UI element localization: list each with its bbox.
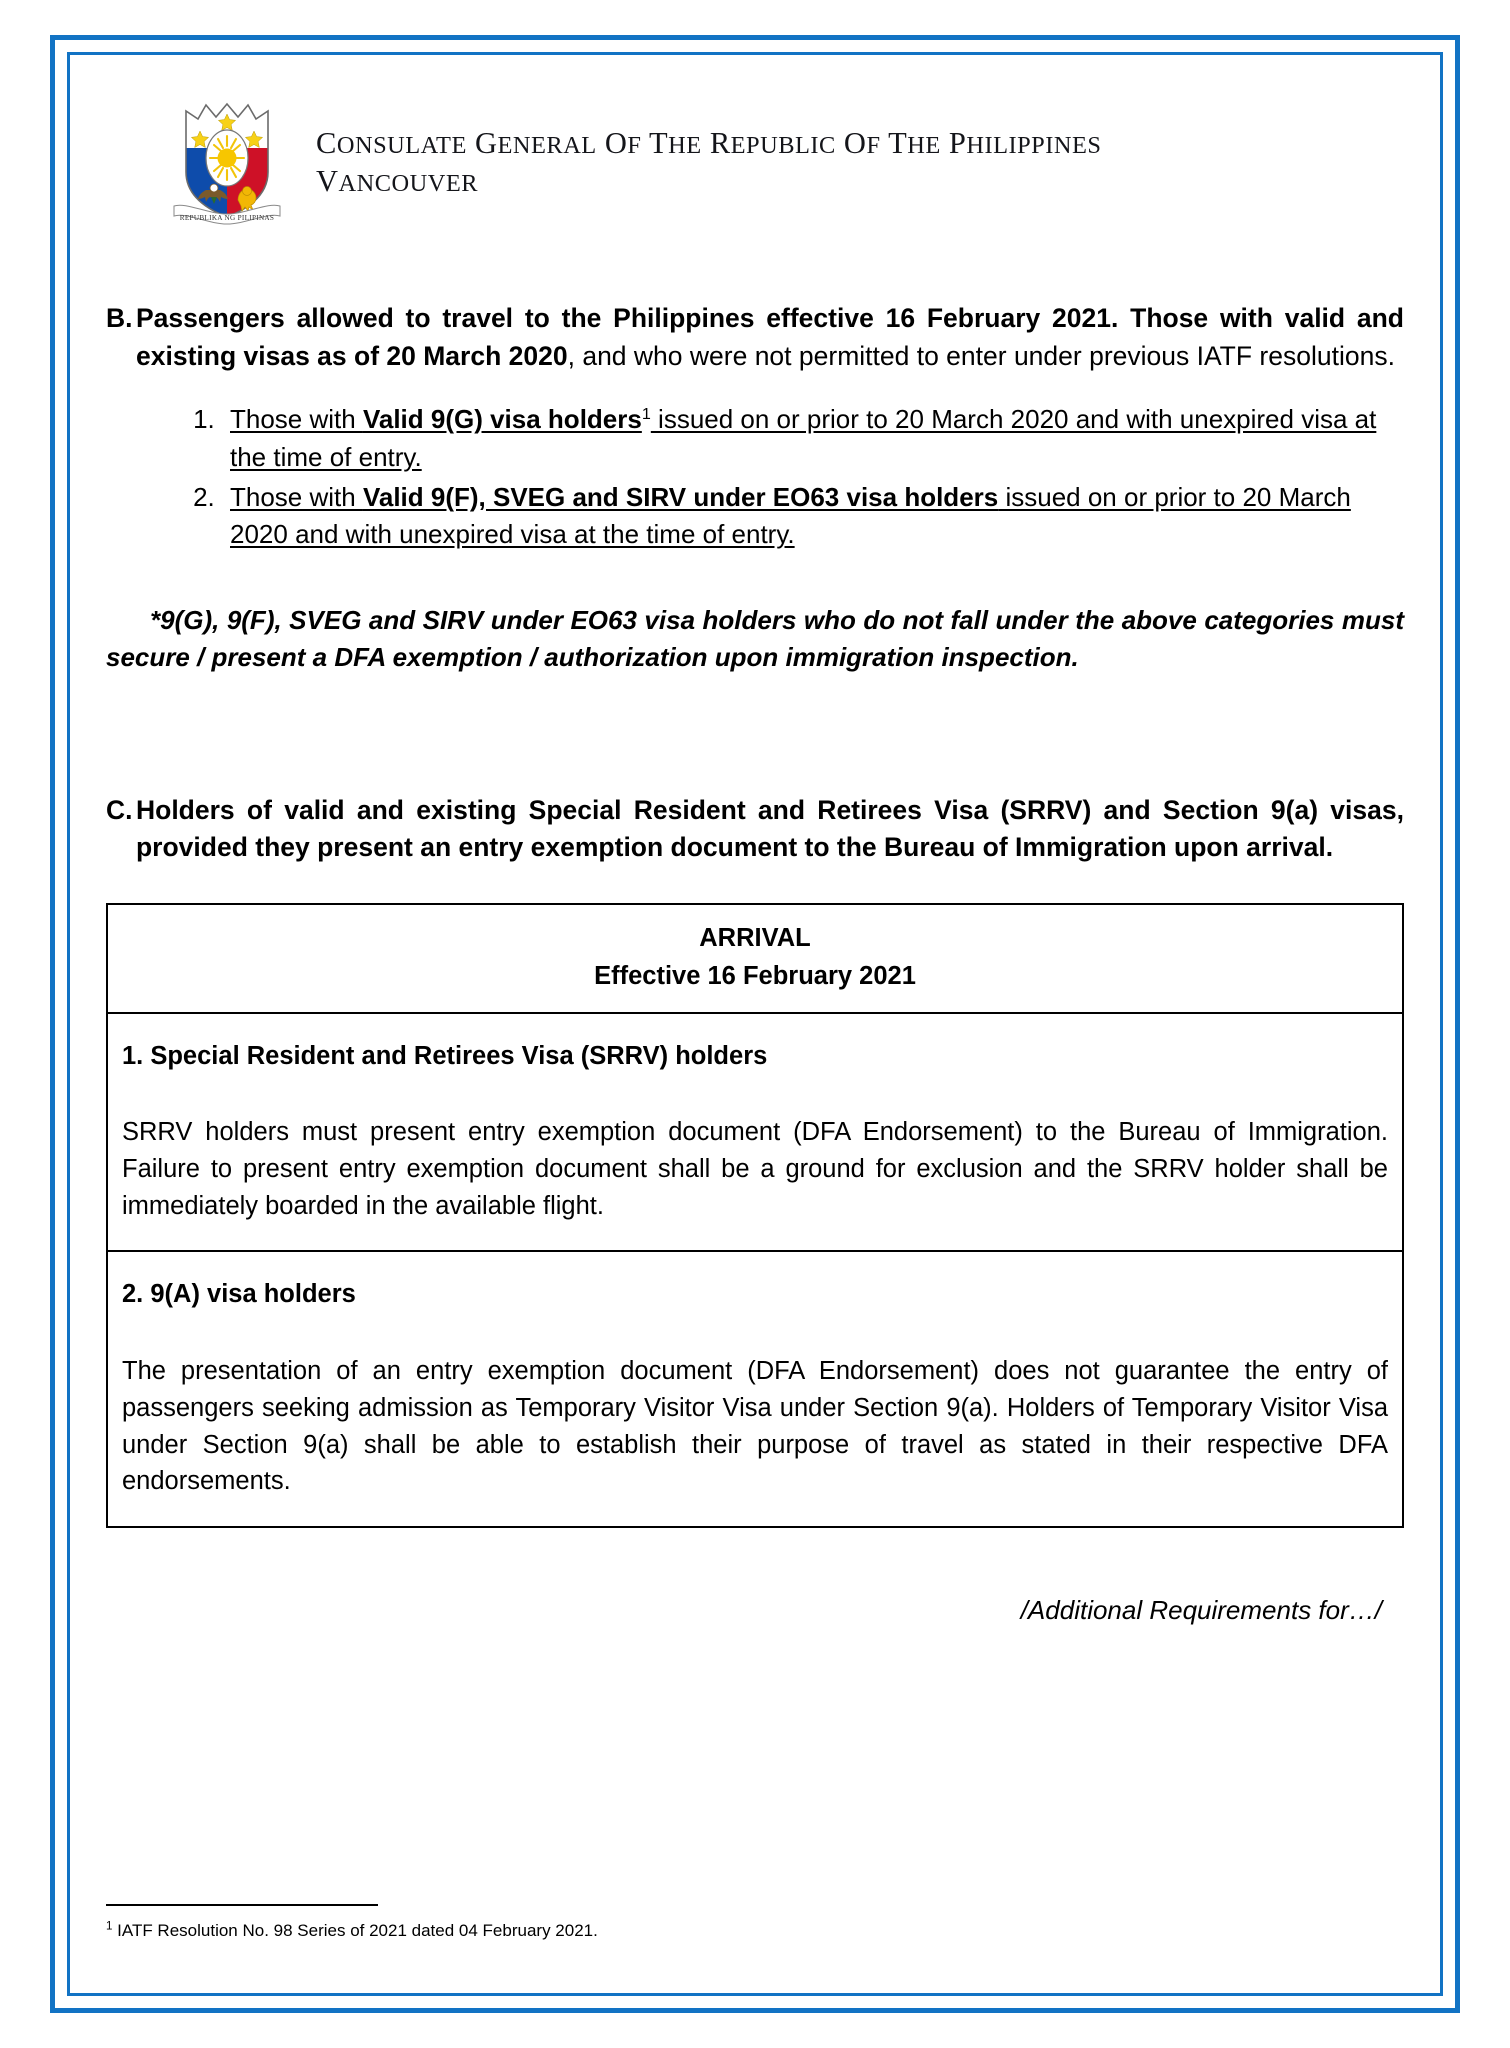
- footnote-body: IATF Resolution No. 98 Series of 2021 dated 04 February 2021.: [112, 1920, 598, 1940]
- list-item-bold: Valid 9(F), SVEG and SIRV under EO63 visa holders: [362, 481, 999, 512]
- letterhead-line-1: CONSULATE GENERAL OF THE REPUBLIC OF THE PHILIPPINES: [316, 126, 1102, 160]
- arrival-header-line-2: Effective 16 February 2021: [594, 962, 916, 991]
- section-b-normal: , and who were not permitted to enter under previous IATF resolutions.: [567, 340, 1395, 371]
- list-item-pre: Those with: [230, 404, 363, 435]
- list-item-bold: Valid 9(G) visa holders: [362, 404, 642, 435]
- row-1-title: 1. Special Resident and Retirees Visa (SRRV) holders: [122, 1041, 768, 1070]
- section-b-marker: B.: [106, 303, 133, 333]
- section-c: [106, 792, 1404, 867]
- section-c-text: Holders of valid and existing Special Resident and Retirees Visa (SRRV) and Section 9(a) visas, provided they present an entry exemption document to the Bureau of Immigration upon arrival.: [136, 794, 1404, 863]
- letterhead-text: [316, 98, 1101, 200]
- document-body: [106, 300, 1404, 1629]
- arrival-table-row-2: [107, 1251, 1403, 1527]
- philippine-coat-of-arms-seal-icon: [168, 98, 286, 226]
- section-b-list: [106, 401, 1404, 554]
- table-row: [107, 1251, 1403, 1527]
- section-c-marker: C.: [106, 794, 133, 825]
- list-item-post: issued on or prior to 20 March 2020 and with unexpired visa at the time of entry.: [230, 404, 1377, 472]
- section-b-text: [136, 300, 1404, 375]
- table-row: [107, 904, 1403, 1013]
- footnote: [106, 1920, 1404, 1942]
- footnote-area: [106, 1904, 1404, 1942]
- section-b-note-text: *9(G), 9(F), SVEG and SIRV under EO63 visa holders who do not fall under the above categories must secure / present a DFA exemption / authorization upon immigration inspection.: [106, 605, 1404, 672]
- section-b-bold: Passengers allowed to travel to the Philippines effective 16 February 2021. Those with valid and existing visas as of 20 March 2020: [136, 303, 1404, 371]
- continuation-note: /Additional Requirements for…/: [1020, 1595, 1382, 1626]
- list-item-post: issued on or prior to 20 March 2020 and with unexpired visa at the time of entry.: [230, 481, 1351, 550]
- list-item-pre: Those with: [230, 481, 363, 512]
- letterhead-line-2: VANCOUVER: [316, 164, 479, 199]
- section-b: [106, 300, 1404, 375]
- arrival-table-row-1: [107, 1013, 1403, 1252]
- table-row: [107, 1013, 1403, 1252]
- row-1-paragraph: SRRV holders must present entry exemption document (DFA Endorsement) to the Bureau of Immigration. Failure to present entry exemption document shall be a ground for exclusion and the SRRV holder shall be immediately boarded in the available flight.: [122, 1118, 1388, 1220]
- arrival-table-header-cell: [107, 904, 1403, 1013]
- letterhead: [106, 80, 1404, 240]
- arrival-header-line-1: ARRIVAL: [699, 924, 811, 953]
- section-b-note: [106, 602, 1404, 676]
- list-item: 1. Those with Valid 9(G) visa holders$^1$ issued on or prior to 20 March 2020 and with unexpired visa at the time of entry.: [222, 401, 1404, 476]
- page-content: [106, 80, 1404, 1968]
- row-2-paragraph: The presentation of an entry exemption document (DFA Endorsement) does not guarantee the entry of passengers seeking admission as Temporary Visitor Visa under Section 9(a). Holders of Temporary Visitor Visa under Section 9(a) shall be able to establish their purpose of travel as stated in their respective DFA endorsements.: [122, 1357, 1388, 1496]
- arrival-table: [106, 903, 1404, 1528]
- footnote-separator: [106, 1904, 378, 1906]
- footnote-number: 1: [106, 1920, 113, 1933]
- row-2-title: 2. 9(A) visa holders: [122, 1280, 356, 1309]
- list-item: [222, 479, 1404, 554]
- svg-text:REPUBLIKA NG PILIPINAS: REPUBLIKA NG PILIPINAS: [179, 214, 275, 222]
